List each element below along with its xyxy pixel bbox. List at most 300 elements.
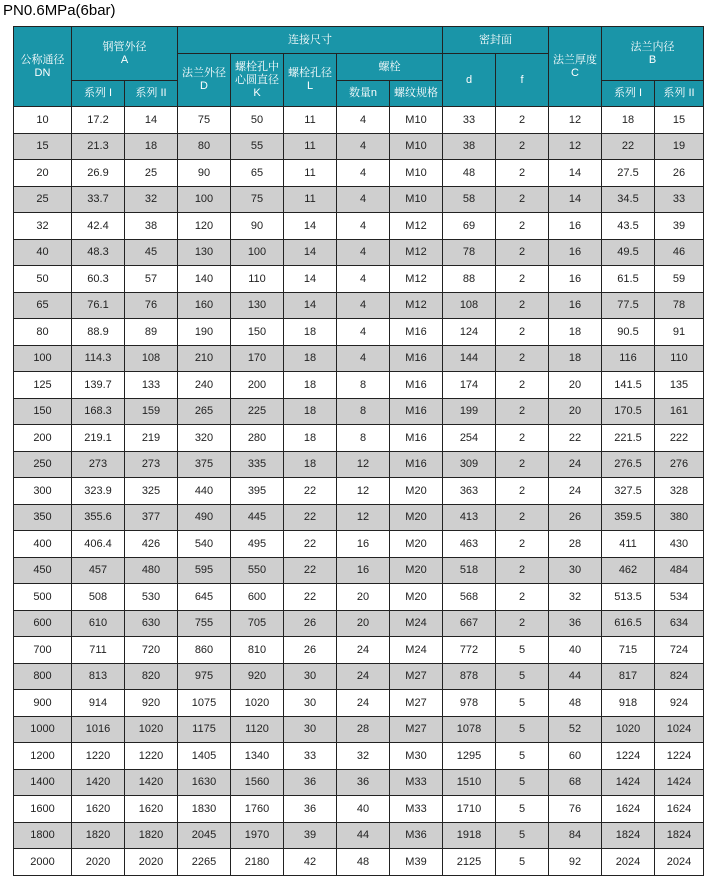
table-cell: 1400 [14,769,72,796]
table-cell: M24 [390,637,443,664]
table-cell: 57 [125,266,178,293]
table-cell: 513.5 [602,584,655,611]
table-cell: 26 [655,160,704,187]
table-cell: 1824 [602,822,655,849]
table-cell: 14 [284,292,337,319]
table-cell: 1078 [443,716,496,743]
table-cell: 49.5 [602,239,655,266]
table-cell: M10 [390,186,443,213]
table-cell: 39 [655,213,704,240]
header-pipe-od: 钢管外径 A [72,27,178,81]
table-cell: 22 [549,425,602,452]
table-cell: 221.5 [602,425,655,452]
table-cell: 16 [337,531,390,558]
table-cell: 445 [231,504,284,531]
table-cell: 1630 [178,769,231,796]
table-cell: M12 [390,239,443,266]
table-cell: 860 [178,637,231,664]
table-cell: M10 [390,107,443,134]
table-cell: 1220 [125,743,178,770]
header-pipe-series2: 系列 II [125,81,178,107]
table-cell: 170.5 [602,398,655,425]
table-row [14,107,704,134]
table-cell: M16 [390,451,443,478]
table-cell: 820 [125,663,178,690]
table-cell: 5 [496,796,549,823]
table-cell: 174 [443,372,496,399]
table-cell: 55 [231,133,284,160]
table-cell: 18 [284,425,337,452]
table-cell: M20 [390,584,443,611]
table-cell: 160 [178,292,231,319]
table-cell: 924 [655,690,704,717]
table-cell: 667 [443,610,496,637]
table-cell: 12 [549,107,602,134]
table-cell: 254 [443,425,496,452]
table-cell: 2 [496,610,549,637]
table-cell: 1024 [655,716,704,743]
table-cell: 12 [337,504,390,531]
table-cell: 2045 [178,822,231,849]
header-dn: 公称通径 DN [14,27,72,107]
table-cell: M24 [390,610,443,637]
table-cell: 19 [655,133,704,160]
table-cell: 88.9 [72,319,125,346]
table-cell: 24 [337,663,390,690]
table-cell: 110 [655,345,704,372]
table-cell: 720 [125,637,178,664]
table-cell: 700 [14,637,72,664]
table-row [14,637,704,664]
table-cell: 630 [125,610,178,637]
table-cell: 11 [284,160,337,187]
table-cell: 16 [549,266,602,293]
table-cell: 1624 [602,796,655,823]
table-cell: 918 [602,690,655,717]
table-cell: 377 [125,504,178,531]
table-cell: 15 [14,133,72,160]
table-cell: 1620 [125,796,178,823]
table-cell: 4 [337,239,390,266]
table-cell: 92 [549,849,602,876]
table-cell: 8 [337,398,390,425]
table-cell: 11 [284,133,337,160]
table-cell: 133 [125,372,178,399]
table-cell: 108 [443,292,496,319]
table-cell: M33 [390,769,443,796]
table-cell: 4 [337,186,390,213]
table-cell: 484 [655,557,704,584]
table-cell: 2020 [72,849,125,876]
table-cell: 22 [284,557,337,584]
table-cell: 320 [178,425,231,452]
table-cell: 90 [231,213,284,240]
table-cell: M20 [390,531,443,558]
table-cell: M10 [390,133,443,160]
table-cell: 1075 [178,690,231,717]
table-cell: 100 [14,345,72,372]
table-cell: 12 [337,478,390,505]
header-bolt-hole: 螺栓孔径 L [284,54,337,107]
table-cell: 878 [443,663,496,690]
table-cell: 1340 [231,743,284,770]
table-cell: M12 [390,213,443,240]
table-cell: 16 [549,213,602,240]
table-cell: M16 [390,319,443,346]
table-row [14,451,704,478]
table-cell: 20 [337,584,390,611]
table-cell: 40 [14,239,72,266]
table-cell: 335 [231,451,284,478]
table-cell: 110 [231,266,284,293]
table-cell: 18 [284,451,337,478]
table-cell: 2 [496,292,549,319]
table-cell: 159 [125,398,178,425]
table-cell: 34.5 [602,186,655,213]
table-cell: 48 [337,849,390,876]
table-cell: 813 [72,663,125,690]
page-title: PN0.6MPa(6bar) [3,2,116,19]
table-row [14,504,704,531]
table-cell: 508 [72,584,125,611]
table-cell: 2 [496,186,549,213]
table-cell: 14 [549,160,602,187]
table-cell: 430 [655,531,704,558]
table-cell: 824 [655,663,704,690]
table-cell: 48.3 [72,239,125,266]
table-row [14,372,704,399]
header-inner-series1: 系列 I [602,81,655,107]
table-cell: 610 [72,610,125,637]
table-cell: 327.5 [602,478,655,505]
table-cell: 20 [337,610,390,637]
table-cell: 2024 [602,849,655,876]
table-cell: 413 [443,504,496,531]
table-cell: 38 [443,133,496,160]
table-row [14,769,704,796]
table-cell: 2 [496,504,549,531]
table-cell: 77.5 [602,292,655,319]
table-cell: 518 [443,557,496,584]
table-cell: 462 [602,557,655,584]
table-cell: 395 [231,478,284,505]
table-row [14,663,704,690]
table-cell: 14 [284,213,337,240]
table-row [14,292,704,319]
table-cell: 4 [337,160,390,187]
header-seal: 密封面 [443,27,549,54]
table-cell: 120 [178,213,231,240]
table-cell: 450 [14,557,72,584]
table-cell: 914 [72,690,125,717]
table-cell: 114.3 [72,345,125,372]
table-cell: 2 [496,372,549,399]
table-cell: M27 [390,663,443,690]
table-cell: M20 [390,504,443,531]
table-cell: 2000 [14,849,72,876]
table-cell: 711 [72,637,125,664]
table-cell: 1918 [443,822,496,849]
table-cell: 1620 [72,796,125,823]
table-cell: 500 [14,584,72,611]
table-cell: 4 [337,266,390,293]
table-cell: 18 [284,319,337,346]
table-cell: M30 [390,743,443,770]
table-cell: 2024 [655,849,704,876]
table-cell: 68 [549,769,602,796]
table-cell: 18 [284,398,337,425]
table-cell: 1820 [72,822,125,849]
table-cell: 975 [178,663,231,690]
table-cell: 130 [178,239,231,266]
table-cell: 222 [655,425,704,452]
table-row [14,557,704,584]
table-cell: 724 [655,637,704,664]
table-cell: 772 [443,637,496,664]
table-cell: 534 [655,584,704,611]
table-cell: 24 [337,637,390,664]
table-cell: M12 [390,266,443,293]
table-cell: 600 [14,610,72,637]
table-cell: 800 [14,663,72,690]
table-cell: 2180 [231,849,284,876]
table-cell: 60.3 [72,266,125,293]
table-cell: 76.1 [72,292,125,319]
table-cell: 2265 [178,849,231,876]
table-cell: 2 [496,398,549,425]
table-cell: 1220 [72,743,125,770]
table-cell: 22 [284,478,337,505]
table-cell: 199 [443,398,496,425]
header-connection: 连接尺寸 [178,27,443,54]
table-cell: 28 [549,531,602,558]
table-cell: 5 [496,690,549,717]
table-cell: 595 [178,557,231,584]
table-cell: 1295 [443,743,496,770]
table-cell: M20 [390,557,443,584]
table-cell: 634 [655,610,704,637]
table-cell: 33 [655,186,704,213]
table-cell: 38 [125,213,178,240]
table-cell: 375 [178,451,231,478]
table-row [14,584,704,611]
table-cell: 42 [284,849,337,876]
table-cell: 168.3 [72,398,125,425]
table-row [14,743,704,770]
table-cell: 1824 [655,822,704,849]
table-cell: 2 [496,584,549,611]
table-cell: 1624 [655,796,704,823]
table-row [14,610,704,637]
table-cell: 39 [284,822,337,849]
table-cell: 18 [284,345,337,372]
table-cell: 1760 [231,796,284,823]
table-cell: 80 [14,319,72,346]
table-cell: 12 [337,451,390,478]
table-cell: 2 [496,345,549,372]
table-cell: M27 [390,716,443,743]
table-cell: 616.5 [602,610,655,637]
table-cell: 32 [337,743,390,770]
table-cell: 363 [443,478,496,505]
table-cell: 14 [284,266,337,293]
table-row [14,213,704,240]
table-cell: 920 [125,690,178,717]
table-cell: 50 [14,266,72,293]
table-cell: 5 [496,769,549,796]
table-cell: 2 [496,478,549,505]
table-cell: 920 [231,663,284,690]
table-cell: 44 [337,822,390,849]
table-cell: 705 [231,610,284,637]
table-cell: 400 [14,531,72,558]
table-row [14,690,704,717]
table-cell: 5 [496,849,549,876]
table-cell: 36 [284,769,337,796]
table-cell: 1970 [231,822,284,849]
table-cell: 5 [496,822,549,849]
table-row [14,133,704,160]
table-cell: 755 [178,610,231,637]
table-cell: 4 [337,213,390,240]
table-cell: 14 [549,186,602,213]
table-cell: 130 [231,292,284,319]
table-cell: 90 [178,160,231,187]
table-cell: 33 [284,743,337,770]
table-cell: 50 [231,107,284,134]
table-cell: M12 [390,292,443,319]
table-cell: 411 [602,531,655,558]
table-cell: 150 [14,398,72,425]
table-cell: 28 [337,716,390,743]
table-cell: 250 [14,451,72,478]
table-cell: 1020 [231,690,284,717]
header-thickness: 法兰厚度 C [549,27,602,107]
table-cell: 48 [549,690,602,717]
table-cell: 78 [443,239,496,266]
table-cell: 300 [14,478,72,505]
table-row [14,425,704,452]
table-row [14,531,704,558]
table-cell: 18 [549,345,602,372]
table-cell: 48 [443,160,496,187]
table-cell: 100 [231,239,284,266]
table-cell: 440 [178,478,231,505]
table-row [14,239,704,266]
table-cell: 1560 [231,769,284,796]
table-cell: 32 [14,213,72,240]
table-cell: 22 [284,584,337,611]
table-cell: 325 [125,478,178,505]
table-cell: 161 [655,398,704,425]
table-cell: 530 [125,584,178,611]
table-cell: 139.7 [72,372,125,399]
table-cell: 426 [125,531,178,558]
table-cell: 359.5 [602,504,655,531]
table-cell: 26.9 [72,160,125,187]
table-cell: 33.7 [72,186,125,213]
table-cell: 1710 [443,796,496,823]
table-cell: 1224 [602,743,655,770]
table-cell: 219 [125,425,178,452]
table-cell: 144 [443,345,496,372]
table-cell: 1405 [178,743,231,770]
table-cell: 4 [337,345,390,372]
table-cell: 2 [496,133,549,160]
table-cell: 84 [549,822,602,849]
table-cell: 5 [496,637,549,664]
table-cell: 30 [549,557,602,584]
table-cell: 36 [549,610,602,637]
table-cell: 978 [443,690,496,717]
header-pipe-series1: 系列 I [72,81,125,107]
table-cell: 1420 [125,769,178,796]
table-cell: 125 [14,372,72,399]
table-cell: 323.9 [72,478,125,505]
table-cell: 280 [231,425,284,452]
table-cell: 20 [14,160,72,187]
table-cell: 2 [496,107,549,134]
table-cell: 2 [496,266,549,293]
table-cell: M16 [390,345,443,372]
table-cell: 43.5 [602,213,655,240]
table-cell: 61.5 [602,266,655,293]
table-body [14,107,704,876]
table-cell: 18 [549,319,602,346]
table-cell: 2 [496,319,549,346]
table-cell: 1016 [72,716,125,743]
table-cell: 5 [496,663,549,690]
table-row [14,160,704,187]
table-cell: 4 [337,292,390,319]
table-cell: 52 [549,716,602,743]
table-cell: 22 [602,133,655,160]
table-row [14,398,704,425]
table-cell: 80 [178,133,231,160]
table-row [14,716,704,743]
header-seal-d: d [443,54,496,107]
header-bolt-count: 数量n [337,81,390,107]
table-cell: 78 [655,292,704,319]
table-cell: 30 [284,690,337,717]
table-cell: 59 [655,266,704,293]
table-cell: 75 [231,186,284,213]
table-cell: M16 [390,372,443,399]
table-cell: 27.5 [602,160,655,187]
table-cell: 309 [443,451,496,478]
table-cell: 124 [443,319,496,346]
table-cell: 328 [655,478,704,505]
table-cell: 5 [496,716,549,743]
table-cell: 12 [549,133,602,160]
table-cell: 2 [496,557,549,584]
table-cell: 32 [125,186,178,213]
table-row [14,796,704,823]
table-cell: 1510 [443,769,496,796]
table-cell: 1820 [125,822,178,849]
table-cell: 568 [443,584,496,611]
table-cell: 495 [231,531,284,558]
table-cell: 75 [178,107,231,134]
table-cell: 26 [284,610,337,637]
table-cell: 2 [496,425,549,452]
table-cell: 4 [337,107,390,134]
table-cell: 14 [125,107,178,134]
table-cell: 4 [337,133,390,160]
table-cell: 4 [337,319,390,346]
table-cell: 355.6 [72,504,125,531]
table-cell: 1800 [14,822,72,849]
